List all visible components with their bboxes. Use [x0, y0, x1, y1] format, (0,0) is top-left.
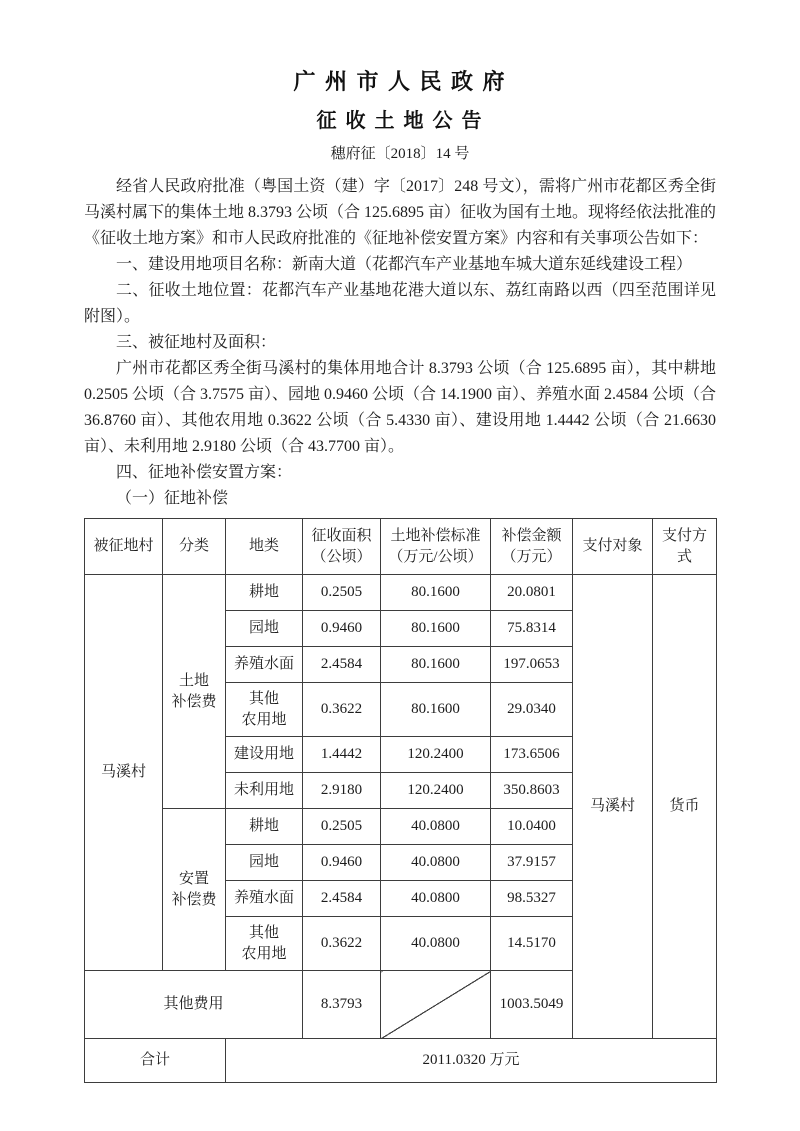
category-label: 安置: [178, 870, 209, 887]
standard-cell: 40.0800: [381, 845, 491, 881]
column-header-payment-method: [653, 519, 717, 575]
area-cell: 0.3622: [303, 683, 381, 737]
land-type-label: 耕地: [248, 818, 279, 834]
document-title: 广 州 市 人 民 政 府: [293, 69, 507, 94]
other-fees-label-cell: 其他费用: [85, 971, 303, 1039]
paragraph-item-2: 二、征收土地位置：花都汽车产业基地花港大道以东、荔红南路以西（四至范围详见附图）。: [84, 282, 716, 325]
category-label: 补偿费: [171, 891, 217, 908]
header-label: 土地补偿标准: [390, 527, 481, 544]
amount-cell: 173.6506: [491, 737, 573, 773]
land-type-cell: [226, 809, 303, 845]
table-header-row: [85, 519, 717, 575]
paragraph-intro: 经省人民政府批准（粤国土资（建）字〔2017〕248 号文），需将广州市花都区秀全街马溪村属下的集体土地 8.3793 公顷（合 125.6895 亩）征收为国有土地。现将经依法批准的《征收土地方案》和市人民政府批准的《征地补偿安置方案》内容和有关事项公告如下：: [84, 178, 717, 247]
paragraph-item-3: 三、被征地村及面积：: [116, 334, 277, 351]
standard-cell: 40.0800: [381, 917, 491, 971]
land-type-cell: [226, 737, 303, 773]
amount-cell: 98.5327: [491, 881, 573, 917]
standard-cell: 40.0800: [381, 881, 491, 917]
land-type-cell: [226, 773, 303, 809]
standard-cell: 80.1600: [381, 575, 491, 611]
other-fees-area-cell: 8.3793: [303, 971, 381, 1039]
land-type-cell: [226, 647, 303, 683]
standard-cell: 80.1600: [381, 647, 491, 683]
payee-cell: 马溪村: [573, 575, 653, 1039]
header-label: 补偿金额: [501, 527, 562, 544]
land-type-cell: [226, 683, 303, 737]
amount-cell: 197.0653: [491, 647, 573, 683]
document-subtitle: 征 收 土 地 公 告: [316, 110, 484, 132]
land-type-label: 农用地: [241, 711, 287, 728]
area-cell: 0.2505: [303, 575, 381, 611]
area-cell: 1.4442: [303, 737, 381, 773]
amount-cell: 29.0340: [491, 683, 573, 737]
area-cell: 2.4584: [303, 881, 381, 917]
category-label: 补偿费: [171, 693, 217, 710]
land-type-label: 园地: [248, 854, 279, 870]
document-number: 穗府征〔2018〕14 号: [330, 146, 470, 162]
column-header-land-type: [226, 519, 303, 575]
area-cell: 2.9180: [303, 773, 381, 809]
standard-cell: 80.1600: [381, 611, 491, 647]
column-header-category: [163, 519, 226, 575]
amount-cell: 14.5170: [491, 917, 573, 971]
amount-cell: 20.0801: [491, 575, 573, 611]
land-type-cell: [226, 611, 303, 647]
land-type-label: 养殖水面: [233, 890, 294, 906]
land-type-cell: [226, 881, 303, 917]
header-label: 地类: [248, 538, 279, 554]
header-label: 支付对象: [582, 538, 643, 554]
column-header-village: [85, 519, 163, 575]
paragraph-item-4: 四、征地补偿安置方案：: [116, 464, 293, 481]
land-type-cell: [226, 845, 303, 881]
standard-cell: 120.2400: [381, 773, 491, 809]
area-cell: 0.3622: [303, 917, 381, 971]
standard-cell: 40.0800: [381, 809, 491, 845]
area-cell: 0.2505: [303, 809, 381, 845]
land-type-label: 其他: [248, 924, 279, 941]
header-label: 分类: [178, 538, 209, 554]
paragraph-item-1: 一、建设用地项目名称：新南大道（花都汽车产业基地车城大道东延线建设工程）: [116, 256, 693, 273]
standard-cell: 80.1600: [381, 683, 491, 737]
area-cell: 0.9460: [303, 611, 381, 647]
amount-cell: 75.8314: [491, 611, 573, 647]
category-label: 土地: [178, 672, 209, 689]
category-land-compensation-cell: [163, 575, 226, 809]
amount-cell: 350.8603: [491, 773, 573, 809]
category-resettlement-compensation-cell: [163, 809, 226, 971]
land-type-label: 园地: [248, 620, 279, 636]
header-label: 支付方式: [661, 527, 707, 565]
land-type-label: 农用地: [241, 945, 287, 962]
standard-cell: 120.2400: [381, 737, 491, 773]
area-cell: 2.4584: [303, 647, 381, 683]
column-header-standard: [381, 519, 491, 575]
total-row: [85, 1039, 717, 1083]
other-fees-amount-cell: 1003.5049: [491, 971, 573, 1039]
header-label: 被征地村: [93, 538, 154, 554]
paragraph-sub-1: （一）征地补偿: [116, 490, 229, 507]
compensation-table: [84, 518, 717, 1083]
document-body: [84, 174, 716, 512]
column-header-amount: [491, 519, 573, 575]
payment-method-cell: 货币: [653, 575, 717, 1039]
table-row: [85, 575, 717, 611]
column-header-payee: [573, 519, 653, 575]
area-cell: 0.9460: [303, 845, 381, 881]
land-type-cell: [226, 917, 303, 971]
land-type-label: 其他: [248, 690, 279, 707]
total-value-cell: 2011.0320 万元: [226, 1039, 717, 1083]
header-unit: （万元/公顷）: [388, 548, 483, 565]
land-type-label: 未利用地: [233, 782, 294, 798]
village-cell: 马溪村: [85, 575, 163, 971]
amount-cell: 37.9157: [491, 845, 573, 881]
diagonal-slash-cell: [381, 971, 491, 1039]
land-type-label: 耕地: [248, 584, 279, 600]
land-type-cell: [226, 575, 303, 611]
land-type-label: 建设用地: [233, 746, 294, 762]
paragraph-area-detail: 广州市花都区秀全街马溪村的集体用地合计 8.3793 公顷（合 125.6895 亩），其中耕地 0.2505 公顷（合 3.7575 亩）、园地 0.9460 公顷（合 14.1900 亩）、养殖水面 2.4584 公顷（合 36.8760 亩）、其他农用地 0.3622 公顷（合 5.4330 亩）、建设用地 1.4442 公顷（合 21.6630 亩）、未利用地 2.9180 公顷（合 43.7700 亩）。: [84, 360, 717, 455]
column-header-area: [303, 519, 381, 575]
header-unit: （公顷）: [311, 548, 372, 565]
amount-cell: 10.0400: [491, 809, 573, 845]
header-unit: （万元）: [501, 548, 562, 565]
total-label-cell: 合计: [85, 1039, 226, 1083]
land-type-label: 养殖水面: [233, 656, 294, 672]
header-label: 征收面积: [311, 527, 372, 544]
